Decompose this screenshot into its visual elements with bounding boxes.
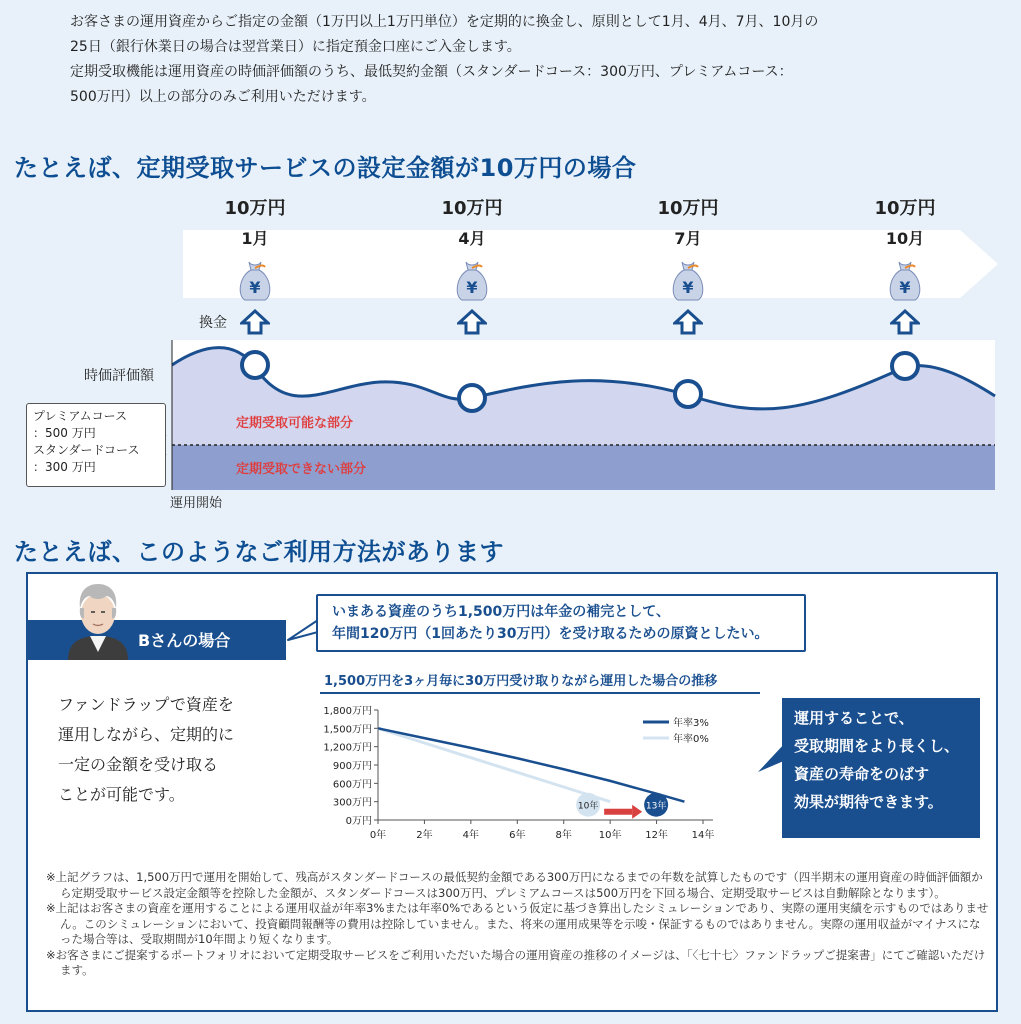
year-10-label: 10年 (577, 801, 599, 812)
effect-callout (782, 698, 980, 838)
period-2 (432, 198, 512, 250)
legend-label: 年率3% (673, 718, 709, 729)
money-bag-icon (452, 258, 492, 302)
exchange-point-apr (459, 385, 485, 411)
effect-line: 受取期間をより長くし、 (794, 737, 960, 755)
money-bag-icon (668, 258, 708, 302)
x-tick-label: 10年 (598, 830, 622, 841)
person-name: Bさんの場合 (138, 631, 231, 650)
footnote: ※お客さまにご提案するポートフォリオにおいて定期受取サービスをご利用いただいた場合の運用資産の推移のイメージは、「〈七十七〉ファンドラップご提案書」にてご確認いただけます。 (46, 947, 986, 977)
period-amount: 10万円 (441, 198, 503, 219)
series-line-rate-0pct (378, 728, 610, 801)
money-bag-icon (885, 258, 925, 302)
svg-text:¥: ¥ (249, 278, 261, 297)
desc-line: ことが可能です。 (58, 785, 185, 804)
effect-line: 運用することで、 (794, 709, 914, 727)
y-tick-label: 1,500万円 (323, 724, 372, 736)
intro-line: 25日（銀行休業日の場合は翌営業日）に指定預金口座にご入金します。 (70, 39, 521, 55)
elderly-person-icon (62, 578, 134, 660)
svg-text:¥: ¥ (466, 278, 478, 297)
premium-label: プレミアムコース (33, 409, 128, 423)
speech-pointer (286, 618, 318, 648)
period-amount: 10万円 (874, 198, 936, 219)
period-1 (215, 198, 295, 250)
chart-title: 1,500万円を3ヶ月毎に30万円受け取りながら運用した場合の推移 (324, 674, 718, 689)
period-amount: 10万円 (224, 198, 286, 219)
x-tick-label: 2年 (416, 830, 433, 841)
request-speech-bubble (316, 594, 806, 652)
example-box (26, 572, 998, 1012)
x-tick-label: 14年 (691, 830, 715, 841)
market-value-label: 時価評価額 (84, 368, 154, 384)
period-4 (865, 198, 945, 250)
footnote: ※上記はお客さまの資産を運用することによる運用収益が年率3%または年率0%であるという仮定に基づき算出したシミュレーションであり、実際の運用実績を示すものではありません。このシミュレーションにおいて、投資顧問報酬等の費用は控除していません。また、将来の運用成果等を示唆・保証するものではありません。実際の運用収益がマイナスになった場合等は、受取期間が10年間より短くなります。 (46, 901, 989, 946)
simulation-chart (318, 700, 748, 866)
intro-line: お客さまの運用資産からご指定の金額（1万円以上1万円単位）を定期的に換金し、原則として1月、4月、7月、10月の (70, 14, 819, 30)
effect-line: 資産の寿命をのばす (794, 765, 930, 783)
exchange-label: 換金 (199, 315, 227, 331)
exchange-point-oct (892, 353, 918, 379)
legend-label: 年率0% (673, 734, 709, 745)
service-description (58, 690, 268, 810)
y-tick-label: 300万円 (332, 797, 372, 809)
x-tick-label: 6年 (509, 830, 526, 841)
section1-heading: たとえば、定期受取サービスの設定金額が10万円の場合 (14, 154, 637, 182)
available-label: 定期受取可能な部分 (236, 416, 354, 431)
period-3 (648, 198, 728, 250)
y-tick-label: 1,800万円 (323, 706, 372, 717)
speech-line: 年間120万円（1回あたり30万円）を受け取るための原資としたい。 (332, 626, 769, 642)
year-13-label: 13年 (645, 801, 667, 812)
desc-line: 一定の金額を受け取る (58, 755, 219, 774)
footnote: ※上記グラフは、1,500万円で運用を開始して、残高がスタンダードコースの最低契約金額である300万円になるまでの年数を試算したものです（四半期末の運用資産の時価評価額から定期受取サービス設定金額等を控除した金額が、スタンダードコースは300万円、プレミアムコースは500万円を下回る場合、定期受取サービスは自動解除となります）。 (46, 870, 983, 900)
period-month: 7月 (674, 229, 702, 248)
intro-line: 500万円）以上の部分のみご利用いただけます。 (70, 89, 376, 105)
series-line-rate-3pct (378, 728, 684, 801)
exchange-point-jan (242, 352, 268, 378)
y-tick-label: 0万円 (345, 816, 372, 827)
extension-arrow-head (632, 805, 642, 819)
desc-line: 運用しながら、定期的に (58, 725, 235, 744)
x-tick-label: 4年 (462, 830, 480, 841)
exchange-point-jul (675, 381, 701, 407)
chart-title-underline (320, 692, 760, 694)
x-tick-label: 12年 (645, 830, 668, 841)
standard-value: ：300 万円 (33, 460, 96, 474)
effect-line: 効果が期待できます。 (794, 793, 943, 811)
period-amount: 10万円 (657, 198, 719, 219)
section2-heading: たとえば、このようなご利用方法があります (14, 538, 504, 566)
intro-text (70, 10, 1000, 110)
unavailable-label: 定期受取できない部分 (236, 462, 367, 477)
desc-line: ファンドラップで資産を (58, 695, 234, 714)
svg-text:¥: ¥ (682, 278, 694, 297)
extension-arrow-body (604, 809, 632, 815)
money-bag-icon (235, 258, 275, 302)
period-month: 10月 (885, 229, 925, 248)
y-tick-label: 600万円 (332, 779, 372, 791)
svg-text:¥: ¥ (899, 278, 911, 297)
period-month: 1月 (241, 229, 269, 248)
speech-line: いまある資産のうち1,500万円は年金の補完として、 (332, 604, 671, 620)
standard-label: スタンダードコース (33, 443, 140, 457)
premium-value: ：500 万円 (33, 426, 96, 440)
footnotes (46, 870, 991, 979)
x-tick-label: 0年 (369, 830, 387, 841)
contract-callout (26, 403, 166, 487)
period-month: 4月 (458, 229, 486, 248)
y-tick-label: 900万円 (332, 761, 372, 772)
y-tick-label: 1,200万円 (323, 742, 372, 754)
intro-line: 定期受取機能は運用資産の時価評価額のうち、最低契約金額（スタンダードコース：300万円、プレミアムコース： (70, 64, 793, 80)
x-tick-label: 8年 (555, 830, 572, 841)
start-label: 運用開始 (170, 496, 223, 511)
